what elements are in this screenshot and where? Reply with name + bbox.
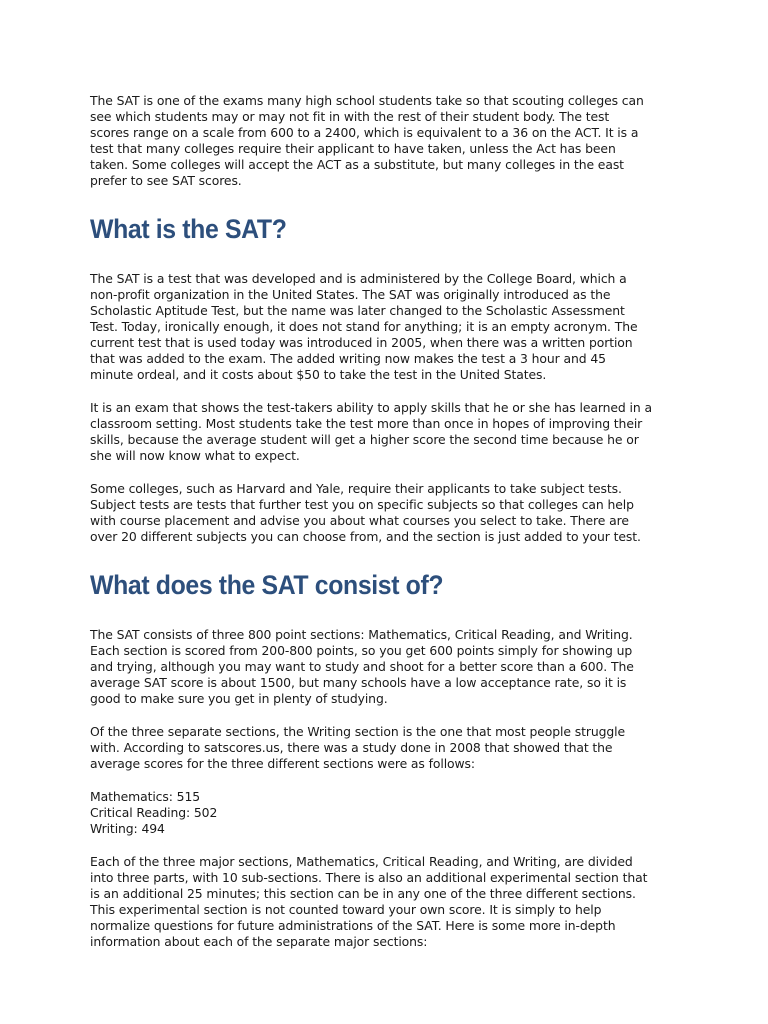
consist-paragraph-2: Of the three separate sections, the Writing section is the one that most people struggle with. According to satscores.us, there was a study done in 2008 that showed that the average scores for the three different sections were as follows: bbox=[90, 724, 625, 771]
score-mathematics: Mathematics: 515 bbox=[90, 789, 201, 804]
intro-paragraph: The SAT is one of the exams many high school students take so that scouting colleges can see which students may or may not fit in with the rest of their student body. The test scores range on a scale from 600 to a 2400, which is equivalent to a 36 on the ACT. It is a test that many colleges require their applicant to have taken, unless the Act has been taken. Some colleges will accept the ACT as a substitute, but many colleges in the east prefer to see SAT scores. bbox=[90, 93, 644, 188]
consist-paragraph-3: Each of the three major sections, Mathematics, Critical Reading, and Writing, are divided into three parts, with 10 sub-sections. There is also an additional experimental section that is an additional 25 minutes; this section can be in any one of the three different sections. This experimental section is not counted toward your own score. It is simply to help normalize questions for future administrations of the SAT. Here is some more in-depth information about each of the separate major sections: bbox=[90, 854, 648, 949]
score-critical-reading: Critical Reading: 502 bbox=[90, 805, 218, 820]
score-writing: Writing: 494 bbox=[90, 821, 165, 836]
consist-paragraph-1: The SAT consists of three 800 point sections: Mathematics, Critical Reading, and Writing. Each section is scored from 200-800 points, so you get 600 points simply for showing up and trying, although you may want to study and shoot for a better score than a 600. The average SAT score is about 1500, but many schools have a low acceptance rate, so it is good to make sure you get in plenty of studying. bbox=[90, 627, 634, 706]
what-is-sat-paragraph-1: The SAT is a test that was developed and is administered by the College Board, which a non-profit organization in the United States. The SAT was originally introduced as the Scholastic Aptitude Test, but the name was later changed to the Scholastic Assessment Test. Today, ironically enough, it does not stand for anything; it is an empty acronym. The current test that is used today was introduced in 2005, when there was a written portion that was added to the exam. The added writing now makes the test a 3 hour and 45 minute ordeal, and it costs about $50 to take the test in the United States. bbox=[90, 271, 638, 382]
document-page bbox=[90, 93, 690, 950]
what-is-sat-paragraph-3: Some colleges, such as Harvard and Yale, require their applicants to take subject tests. Subject tests are tests that further test you on specific subjects so that colleges can help with course placement and advise you about what courses you select to take. There are over 20 different subjects you can choose from, and the section is just added to your test. bbox=[90, 481, 641, 544]
what-is-sat-paragraph-2: It is an exam that shows the test-takers ability to apply skills that he or she has learned in a classroom setting. Most students take the test more than once in hopes of improving their skills, because the average student will get a higher score the second time because he or she will now know what to expect. bbox=[90, 400, 652, 463]
average-scores-list bbox=[90, 789, 690, 837]
heading-what-is-sat: What is the SAT? bbox=[90, 214, 287, 244]
heading-sat-consist-of: What does the SAT consist of? bbox=[90, 570, 444, 600]
